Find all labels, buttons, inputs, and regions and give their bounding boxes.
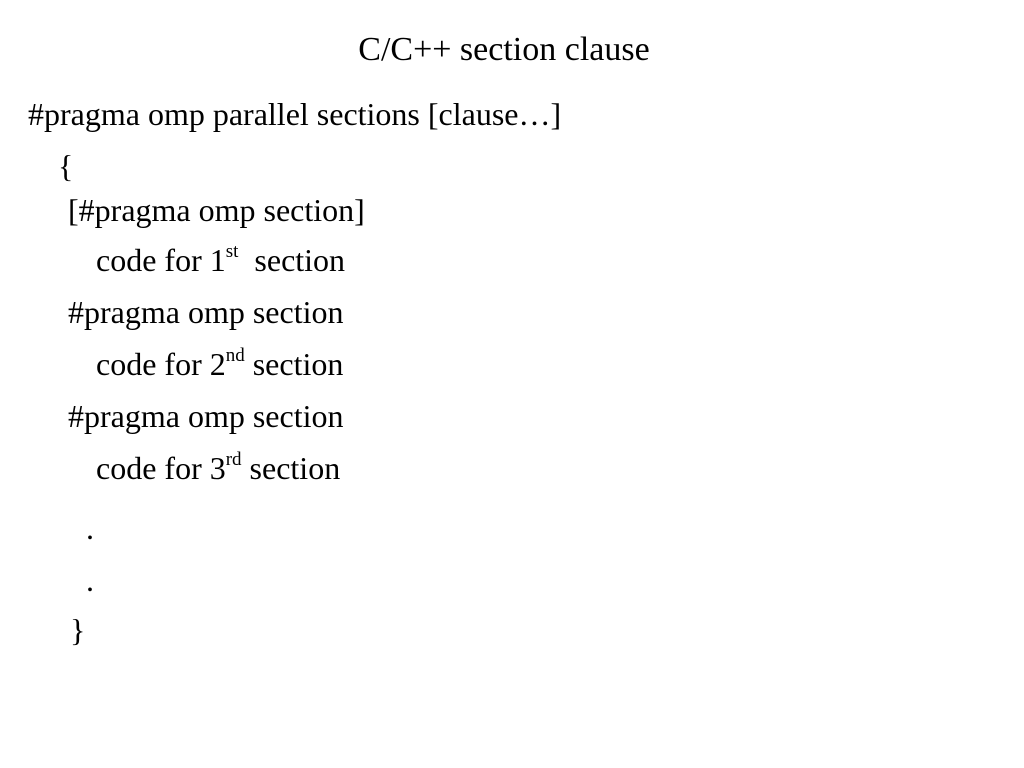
code-line-1 — [96, 240, 345, 280]
ellipsis-dot-2: . — [86, 562, 94, 598]
code-line-1-ordinal: st — [225, 241, 239, 263]
code-line-3-ordinal: rd — [225, 449, 242, 471]
optional-section-directive: [#pragma omp section] — [68, 192, 365, 228]
ellipsis-dot-1: . — [86, 510, 94, 546]
slide-title: C/C++ section clause — [358, 31, 650, 68]
close-brace: } — [70, 612, 86, 648]
section-directive-3: #pragma omp section — [68, 398, 344, 434]
code-line-2-rest: section — [244, 346, 344, 382]
code-line-3-rest: section — [241, 450, 341, 486]
code-line-1-text: code for 1 — [96, 242, 226, 278]
code-line-2-text: code for 2 — [96, 346, 226, 382]
code-line-1-rest: section — [238, 242, 346, 278]
code-line-2-ordinal: nd — [225, 345, 245, 367]
open-brace: { — [58, 148, 74, 184]
code-line-2 — [96, 344, 343, 384]
code-line-3 — [96, 448, 340, 488]
section-directive-2: #pragma omp section — [68, 294, 344, 330]
code-line-3-text: code for 3 — [96, 450, 226, 486]
parallel-sections-directive: #pragma omp parallel sections [clause…] — [28, 96, 562, 132]
